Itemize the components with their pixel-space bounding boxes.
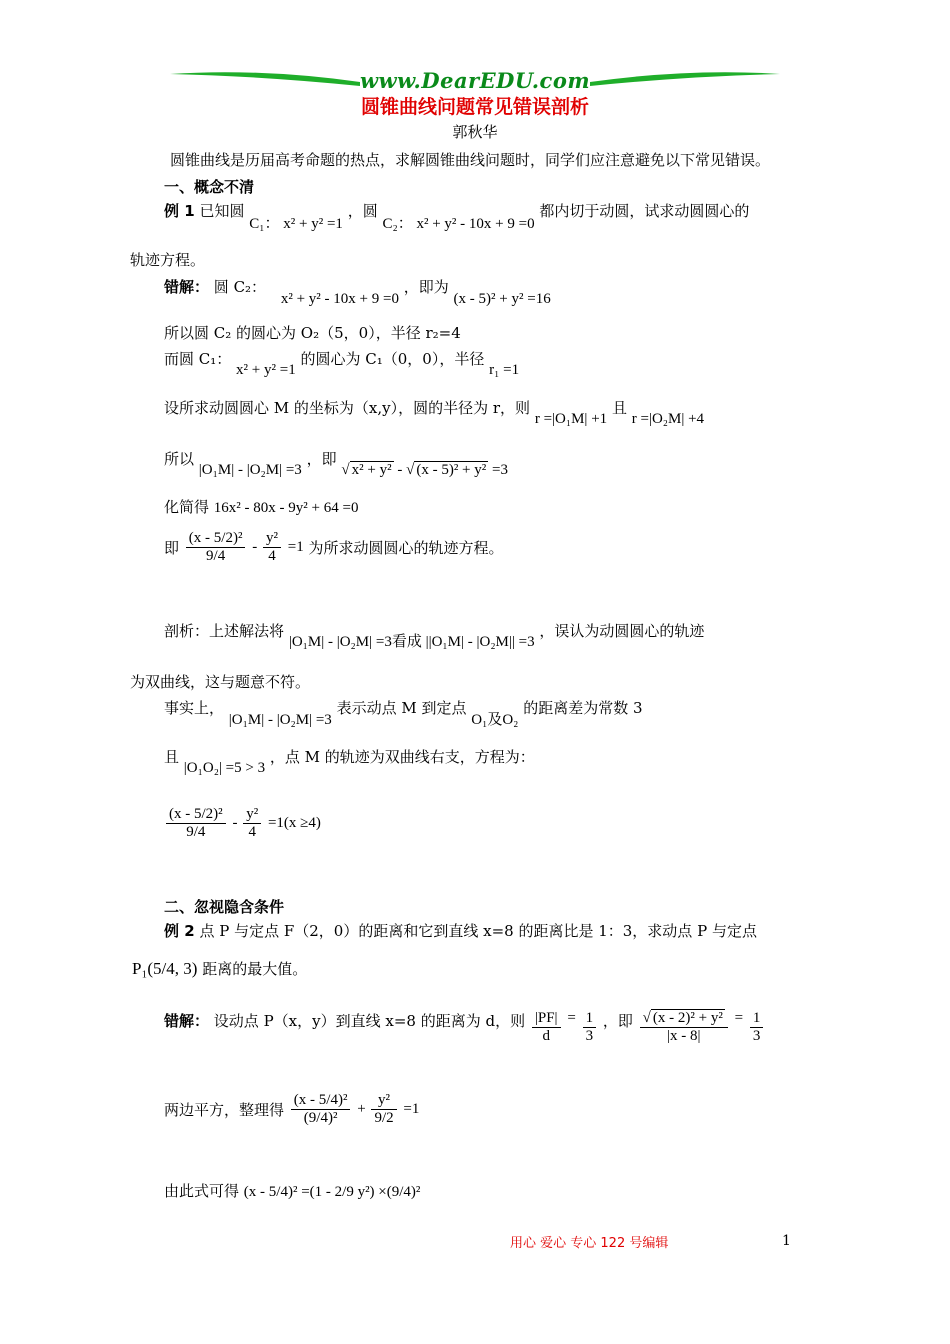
denominator: 9/4	[186, 547, 246, 565]
wrong-solution-line-2: 错解： 设动点 P（x，y）到直线 x=8 的距离为 d，则 $\frac{|PF|}{d}$ = $\frac{1}{3}$ ，即 $\frac{\text{√ (x - 2)² + y²}}{|x - 8|}$ = $\frac{1}{3}$	[164, 1010, 765, 1045]
numerator: 1	[752, 1010, 761, 1026]
numerator: 1	[585, 1010, 594, 1026]
math-r1: r₁ =1	[489, 362, 520, 378]
fraction	[291, 1092, 351, 1127]
text: 的圆心为 C₁（0，0），半径	[300, 350, 485, 368]
denominator: (9/4)²	[291, 1109, 351, 1127]
wrong-label: 错解：	[164, 1012, 210, 1030]
text: 已知圆	[199, 202, 245, 220]
text: ，误认为动圆圆心的轨迹	[539, 622, 705, 640]
sqrt-term: x² + y²	[351, 462, 392, 478]
text: 而圆 C₁：	[164, 350, 232, 368]
text: ，即	[602, 1012, 633, 1030]
text: 设所求动圆圆心 M 的坐标为（x,y），圆的半径为 r，则	[164, 399, 531, 417]
denominator: 4	[263, 547, 281, 565]
section-heading-1: 一、概念不清	[164, 178, 255, 196]
math-foci: O₁及O₂	[471, 712, 519, 728]
math-c2-expanded: x² + y² - 10x + 9 =0	[280, 291, 399, 307]
math-circle-c1: C₁： x² + y² =1	[249, 216, 343, 232]
math-final-expression: (x - 5/4)² =(1 - 2/9 y²) ×(9/4)²	[243, 1184, 421, 1200]
math-difference: |O₁M| - |O₂M| =3	[228, 712, 332, 728]
text-line	[164, 448, 508, 478]
text: 圆 C₂：	[213, 278, 267, 296]
text: 化简得	[164, 498, 210, 516]
text: 设动点 P（x，y）到直线 x=8 的距离为 d，则	[213, 1012, 526, 1030]
math-c2-standard: (x - 5)² + y² =16	[453, 291, 551, 307]
fraction	[532, 1010, 561, 1045]
denominator: 9/4	[166, 823, 226, 841]
minus: -	[232, 815, 242, 831]
minus: -	[252, 539, 261, 555]
denominator: |x - 8|	[640, 1027, 728, 1045]
fraction	[371, 1092, 396, 1127]
denominator: 4	[243, 823, 261, 841]
wrong-label: 错解：	[164, 278, 210, 296]
math-circle-c2: C₂： x² + y² - 10x + 9 =0	[382, 216, 535, 232]
text: 点 P 与定点 F（2，0）的距离和它到直线 x=8 的距离比是 1：3，求动点 P 与定点	[199, 922, 757, 940]
numerator: (x - 5/2)²	[188, 530, 243, 546]
text-line	[164, 697, 643, 728]
text: 两边平方，整理得	[164, 1101, 285, 1119]
author: 郭秋华	[452, 123, 498, 141]
denominator: 9/2	[371, 1109, 396, 1127]
math-relation-1: r =|O₁M| +1	[534, 411, 608, 427]
example-label: 例 1	[164, 202, 195, 220]
text: 为所求动圆圆心的轨迹方程。	[308, 539, 504, 557]
page-number: 1	[782, 1233, 791, 1249]
example-1	[164, 200, 750, 232]
fraction	[243, 806, 261, 841]
text: 即	[164, 539, 180, 557]
fraction	[166, 806, 226, 841]
text-line	[164, 397, 705, 427]
text-line: 为双曲线，这与题意不符。	[130, 673, 311, 691]
text: 由此式可得	[164, 1182, 240, 1200]
math-misreading: |O₁M| - |O₂M| =3看成 ||O₁M| - |O₂M|| =3	[288, 634, 535, 650]
sqrt-term: (x - 2)² + y²	[652, 1010, 723, 1026]
section-heading-2: 二、忽视隐含条件	[164, 898, 285, 916]
fraction	[263, 530, 281, 565]
text: 的距离差为常数 3	[523, 699, 643, 717]
math-relation-2: r =|O₂M| +4	[631, 411, 705, 427]
equals-with-condition: =1(x ≥4)	[267, 815, 321, 831]
text: 事实上，	[164, 699, 225, 717]
numerator: |PF|	[534, 1010, 558, 1026]
text-line	[164, 1180, 420, 1201]
equals: =3	[488, 462, 508, 478]
text: 且	[164, 748, 180, 766]
sqrt-term: (x - 5)² + y²	[416, 462, 487, 478]
text: ，即为	[403, 278, 449, 296]
math-sqrt-equation: √ x² + y² - √ (x - 5)² + y² =3	[341, 462, 508, 478]
hyperbola-branch-equation	[164, 806, 321, 841]
fraction	[750, 1010, 764, 1045]
text: ，圆	[347, 202, 378, 220]
text-line: 所以圆 C₂ 的圆心为 O₂（5，0），半径 r₂=4	[164, 324, 461, 342]
text: ，即	[306, 450, 337, 468]
footer-slogan: 用心 爱心 专心 122 号编辑	[510, 1236, 669, 1251]
math-c1: x² + y² =1	[236, 362, 296, 378]
text: 所以	[164, 450, 195, 468]
numerator: (x - 5/2)²	[169, 806, 223, 822]
example-2	[164, 920, 757, 941]
math-polynomial: 16x² - 80x - 9y² + 64 =0	[213, 500, 359, 516]
numerator: (x - 5/4)²	[293, 1092, 348, 1108]
numerator: √ (x - 2)² + y²	[642, 1010, 723, 1026]
text-line	[132, 958, 307, 979]
equals: =1	[287, 539, 304, 555]
text: 表示动点 M 到定点	[336, 699, 467, 717]
analysis-line	[164, 620, 705, 650]
ellipse-equation-line	[164, 1092, 419, 1127]
numerator: y²	[265, 530, 278, 546]
site-url: www.DearEDU.com	[359, 68, 591, 93]
numerator: y²	[246, 806, 259, 822]
denominator: 3	[583, 1027, 597, 1045]
wrong-solution-line	[164, 276, 551, 307]
numerator: y²	[378, 1092, 391, 1108]
intro-paragraph: 圆锥曲线是历届高考命题的热点，求解圆锥曲线问题时，同学们应注意避免以下常见错误。	[170, 151, 771, 169]
text: ，点 M 的轨迹为双曲线右支，方程为：	[269, 748, 535, 766]
fraction	[640, 1010, 728, 1045]
text-line: 轨迹方程。	[130, 251, 206, 269]
example-label: 例 2	[164, 922, 195, 940]
equals: =1	[403, 1101, 420, 1117]
plus: +	[357, 1101, 370, 1117]
math-focal-distance: |O₁O₂| =5 > 3	[183, 760, 266, 776]
text-line	[164, 348, 520, 378]
text: 且	[611, 399, 627, 417]
hyperbola-equation-line	[164, 530, 504, 565]
text-line	[164, 496, 358, 517]
math-point-p1: P₁(5/4, 3)	[132, 959, 198, 978]
denominator: 3	[750, 1027, 764, 1045]
text: 距离的最大值。	[202, 960, 308, 978]
fraction	[583, 1010, 597, 1045]
analysis-label: 剖析：	[164, 622, 210, 640]
fraction	[186, 530, 246, 565]
page-title: 圆锥曲线问题常见错误剖析	[360, 96, 589, 118]
text-line	[164, 746, 535, 776]
denominator: d	[532, 1027, 561, 1045]
math-difference: |O₁M| - |O₂M| =3	[198, 462, 302, 478]
text: 都内切于动圆，试求动圆圆心的	[539, 202, 750, 220]
text: 上述解法将	[209, 622, 285, 640]
